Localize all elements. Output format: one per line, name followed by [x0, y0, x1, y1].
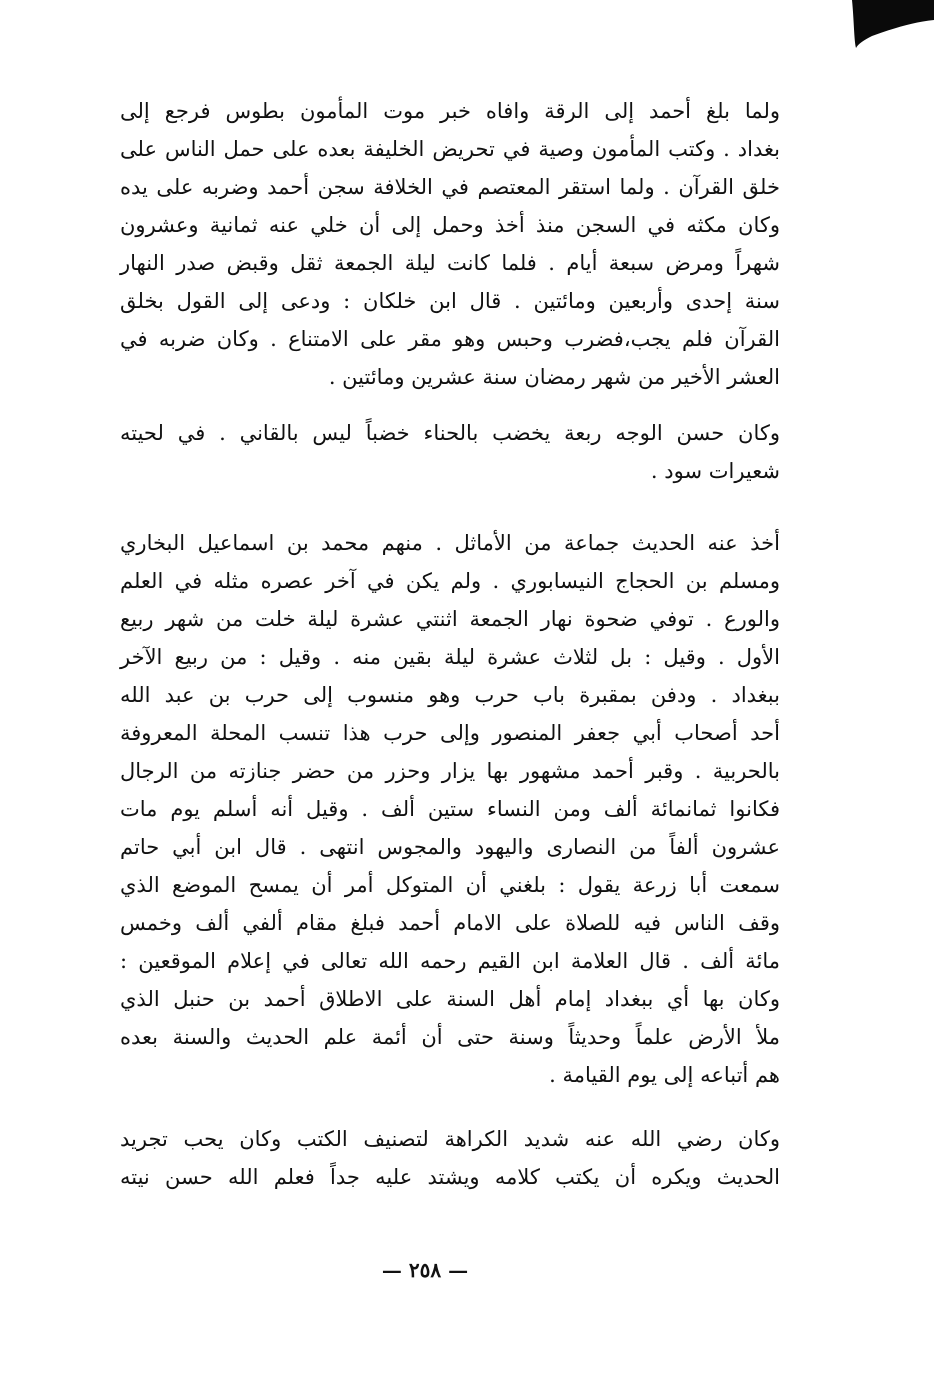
page-body	[120, 92, 780, 1196]
text-line: الأول . وقيل : بل لثلاث عشرة ليلة بقين منه . وقيل : من ربيع الآخر	[120, 645, 780, 669]
text-line: وقف الناس فيه للصلاة على الامام أحمد فبلغ مقام ألفي ألف وخمس	[120, 911, 780, 935]
text-line: سنة إحدى وأربعين ومائتين . قال ابن خلكان : ودعى إلى القول بخلق	[120, 289, 780, 313]
text-line: ملأ الأرض علماً وحديثاً وسنة حتى أن أئمة علم الحديث والسنة بعده	[120, 1025, 780, 1049]
text-line: وكان رضي الله عنه شديد الكراهة لتصنيف الكتب وكان يحب تجريد	[120, 1127, 780, 1151]
paragraph	[120, 414, 780, 490]
paragraph	[120, 92, 780, 396]
text-line: الحديث ويكره أن يكتب كلامه ويشتد عليه جداً فعلم الله حسن نيته	[120, 1165, 780, 1189]
paragraph	[120, 1120, 780, 1196]
paragraph	[120, 524, 780, 1094]
text-line: وكان مكثه في السجن منذ أخذ وحمل إلى أن خلي عنه ثمانية وعشرون	[120, 213, 780, 237]
text-line: بغداد . وكتب المأمون وصية في تحريض الخليفة بعده على حمل الناس على	[120, 137, 780, 161]
text-line: والورع . توفي ضحوة نهار الجمعة اثنتي عشرة ليلة خلت من شهر ربيع	[120, 607, 780, 631]
text-line: ببغداد . ودفن بمقبرة باب حرب وهو منسوب إلى حرب بن عبد الله	[120, 683, 780, 707]
text-line: وكان حسن الوجه ربعة يخضب بالحناء خضباً ليس بالقاني . في لحيته	[120, 421, 780, 445]
text-line: ولما بلغ أحمد إلى الرقة وافاه خبر موت المأمون بطوس فرجع إلى	[120, 99, 780, 123]
text-line: القرآن فلم يجب،فضرب وحبس وهو مقر على الامتناع . وكان ضربه في	[120, 327, 780, 351]
text-line: هم أتباعه إلى يوم القيامة .	[549, 1063, 780, 1087]
text-line: أحد أصحاب أبي جعفر المنصور وإلى حرب هذا تنسب المحلة المعروفة	[120, 721, 780, 745]
text-line: سمعت أبا زرعة يقول : بلغني أن المتوكل أمر أن يمسح الموضع الذي	[120, 873, 780, 897]
text-line: العشر الأخير من شهر رمضان سنة عشرين ومائتين .	[328, 365, 780, 389]
page-number: — ٢٥٨ —	[381, 1258, 469, 1282]
text-line: خلق القرآن . ولما استقر المعتصم في الخلافة سجن أحمد وضربه على يده	[120, 175, 780, 199]
text-line: أخذ عنه الحديث جماعة من الأماثل . منهم محمد بن اسماعيل البخاري	[120, 531, 780, 555]
text-line: فكانوا ثمانمائة ألف ومن النساء ستين ألف . وقيل أنه أسلم يوم مات	[120, 797, 780, 821]
text-line: عشرون ألفاً من النصارى واليهود والمجوس انتهى . قال ابن أبي حاتم	[120, 835, 780, 859]
text-line: بالحربية . وقبر أحمد مشهور بها يزار وحزر من حضر جنازته من الرجال	[120, 759, 780, 783]
text-line: مائة ألف . قال العلامة ابن القيم رحمه الله تعالى في إعلام الموقعين :	[120, 949, 780, 973]
text-line: ومسلم بن الحجاج النيسابوري . ولم يكن في آخر عصره مثله في العلم	[120, 569, 780, 593]
text-line: شهراً ومرض سبعة أيام . فلما كانت ليلة الجمعة ثقل وقبض صدر النهار	[120, 251, 780, 275]
scan-edge-shadow	[824, 0, 934, 60]
text-line: وكان بها أي ببغداد إمام أهل السنة على الاطلاق أحمد بن حنبل الذي	[120, 987, 780, 1011]
text-line: شعيرات سود .	[650, 459, 780, 483]
